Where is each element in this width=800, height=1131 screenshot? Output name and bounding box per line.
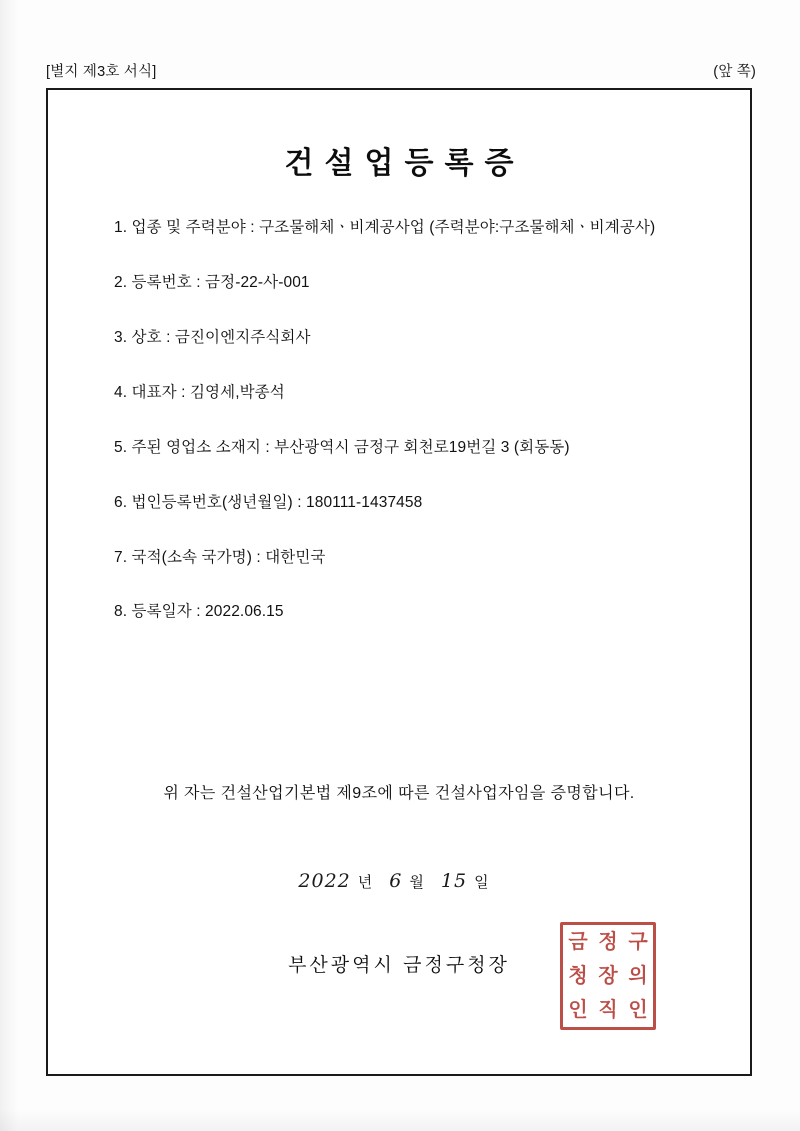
page-side-label: (앞 쪽)	[713, 64, 756, 80]
field-corporate-registration-number: 6. 법인등록번호(생년월일) : 180111-1437458	[114, 493, 423, 511]
issue-date-line	[48, 870, 750, 892]
issue-month-unit: 월	[409, 874, 424, 891]
field-registration-date: 8. 등록일자 : 2022.06.15	[114, 603, 284, 621]
form-header-row	[46, 60, 756, 81]
issue-day-unit: 일	[474, 874, 489, 891]
seal-char-3: 구	[628, 931, 648, 953]
seal-char-1: 금	[568, 931, 588, 953]
field-nationality: 7. 국적(소속 국가명) : 대한민국	[114, 548, 326, 566]
form-number-label: [별지 제3호 서식]	[46, 64, 157, 80]
field-registration-number: 2. 등록번호 : 금정-22-사-001	[114, 273, 310, 291]
issue-month-value: 6	[389, 870, 403, 892]
certificate-box	[46, 88, 752, 1076]
seal-char-7: 인	[568, 999, 588, 1021]
seal-char-9: 인	[628, 999, 648, 1021]
issue-year-unit: 년	[357, 874, 373, 891]
field-company-name: 3. 상호 : 금진이엔지주식회사	[114, 328, 311, 346]
seal-char-4: 청	[568, 965, 588, 987]
certification-statement: 위 자는 건설산업기본법 제9조에 따른 건설사업자임을 증명합니다.	[163, 785, 635, 802]
scan-edge-left	[0, 0, 18, 1131]
seal-char-6: 의	[628, 965, 648, 987]
issue-year-value: 2022	[298, 870, 351, 892]
field-office-address: 5. 주된 영업소 소재지 : 부산광역시 금정구 회천로19번길 3 (회동동)	[114, 438, 570, 456]
seal-char-2: 정	[598, 931, 618, 953]
official-seal-stamp	[560, 922, 656, 1030]
certificate-title: 건설업등록증	[284, 147, 525, 180]
scan-edge-bottom	[0, 1109, 800, 1131]
issuing-authority: 부산광역시 금정구청장	[288, 955, 510, 976]
field-representative: 4. 대표자 : 김영세,박종석	[114, 383, 285, 401]
seal-char-5: 장	[598, 965, 618, 987]
seal-char-8: 직	[598, 999, 618, 1021]
field-business-type: 1. 업종 및 주력분야 : 구조물해체ㆍ비계공사업 (주력분야:구조물해체ㆍ비계공사)	[114, 219, 656, 236]
issue-day-value: 15	[440, 870, 468, 892]
certificate-fields	[66, 218, 732, 623]
